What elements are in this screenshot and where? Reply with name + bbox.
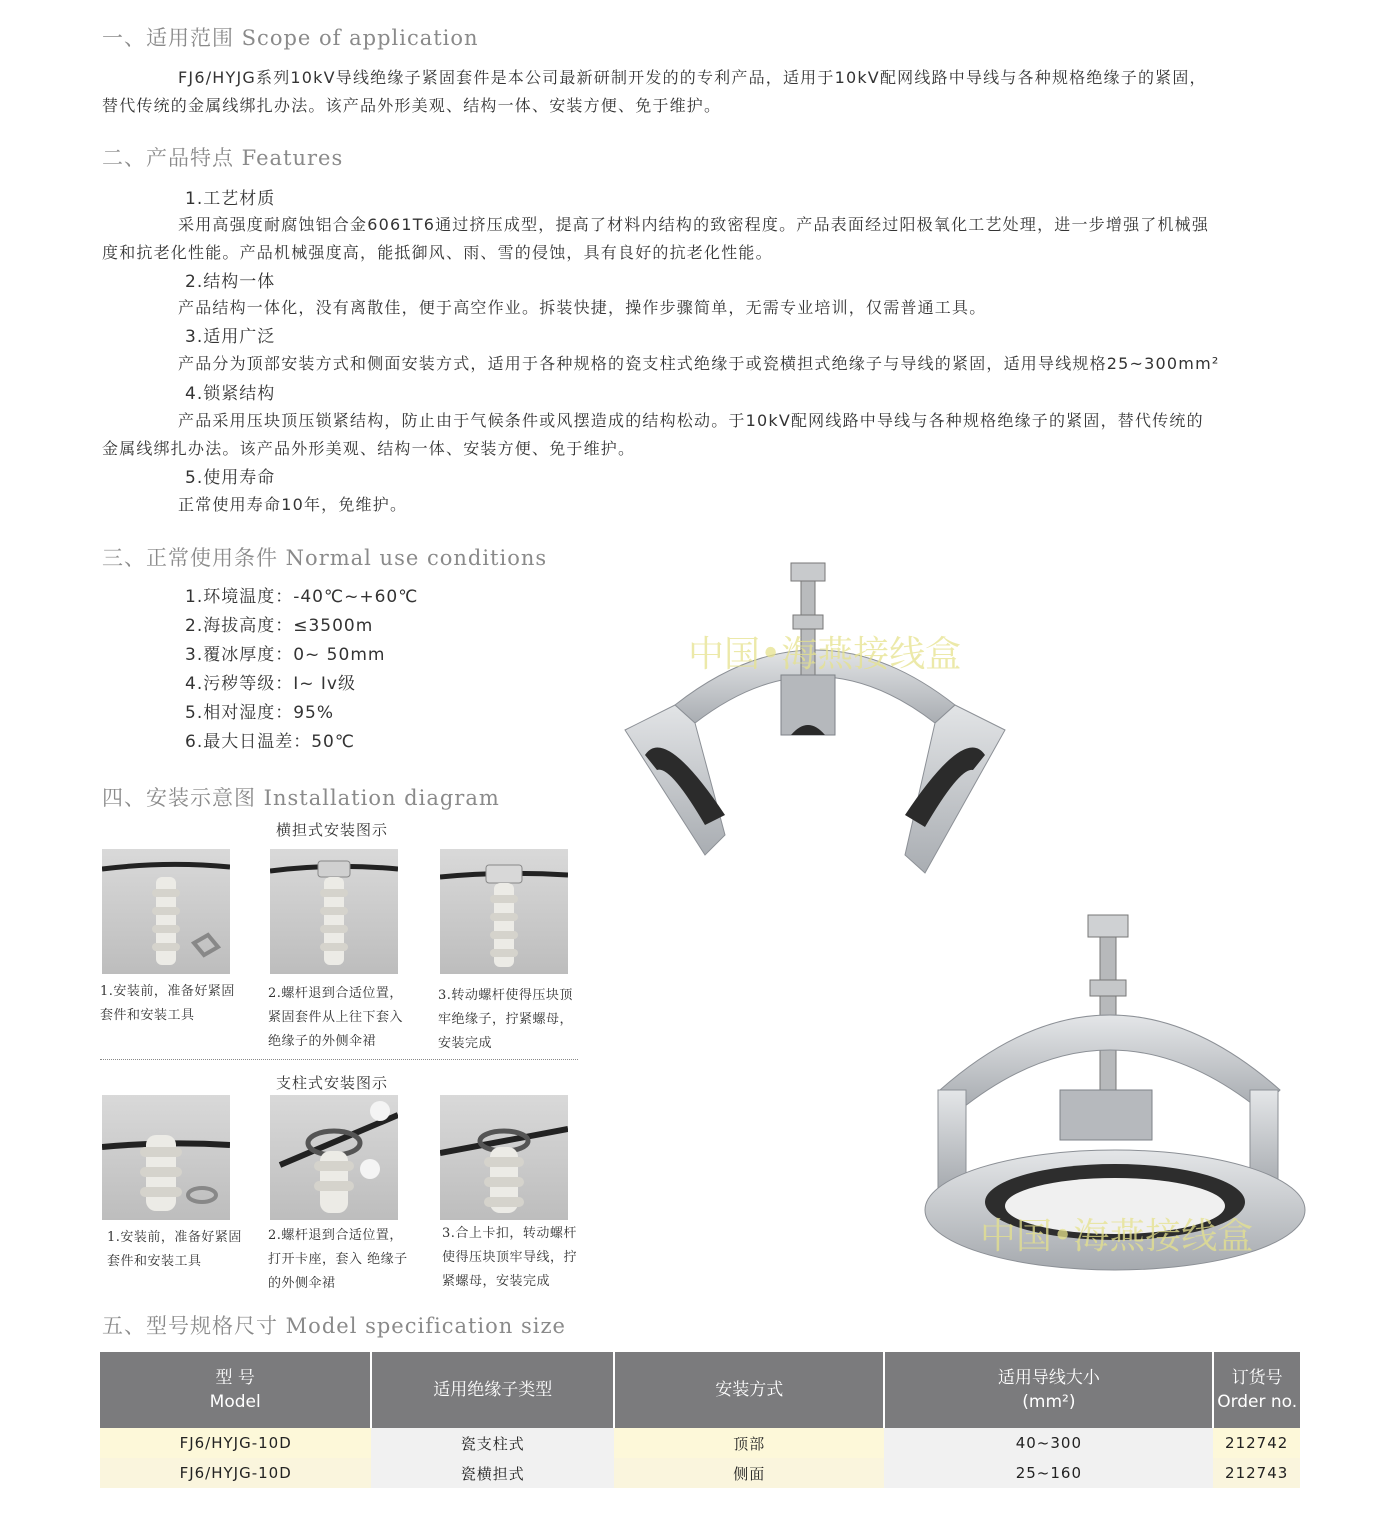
feature-4-text-line2: 金属线绑扎办法。该产品外形美观、结构一体、安装方便、免于维护。 [102,439,636,458]
post-step3-caption: 3.合上卡扣，转动螺杆 使得压块顶牢导线，拧 紧螺母，安装完成 [442,1226,578,1289]
condition-pollution-level: 4.污秽等级：I~ Iv级 [185,674,356,694]
scope-text-line2: 替代传统的金属线绑扎办法。该产品外形美观、结构一体、安装方便、免于维护。 [102,96,722,115]
header-insulator-type: 适用绝缘子类型 [371,1352,614,1428]
section-title-installation: 四、安装示意图 Installation diagram [102,786,500,810]
feature-5-text: 正常使用寿命10年，免维护。 [178,495,408,514]
feature-5-title: 5.使用寿命 [185,468,276,488]
condition-ice-thickness: 3.覆冰厚度：0~ 50mm [185,645,386,665]
cross-arm-diagram-title: 横担式安装图示 [276,821,389,839]
feature-4-text-line1: 产品采用压块顶压锁紧结构，防止由于气候条件或风摆造成的结构松动。于10kV配网线路中导线与各种规格绝缘子的紧固，替代传统的 [178,411,1204,430]
post-step1-caption: 1.安装前，准备好紧固 套件和安装工具 [107,1230,242,1269]
feature-4-title: 4.锁紧结构 [185,384,276,404]
specification-table [100,1352,1300,1488]
header-wire-size-unit: (mm²) [1022,1392,1076,1412]
condition-temperature: 1.环境温度：-40℃~+60℃ [185,587,419,607]
header-model-en: Model [209,1392,261,1412]
post-step2-photo [270,1095,398,1220]
header-order-no-cn: 订货号 [1231,1368,1283,1388]
feature-1-text-line2: 度和抗老化性能。产品机械强度高，能抵御风、雨、雪的侵蚀，具有良好的抗老化性能。 [102,243,773,262]
cross-arm-step1-caption: 1.安装前，准备好紧固 套件和安装工具 [100,984,235,1023]
condition-humidity: 5.相对湿度：95% [185,703,335,723]
cell-wire-size: 40~300 [884,1428,1213,1458]
section-title-features: 二、产品特点 Features [102,146,344,170]
cell-order-no: 212743 [1213,1458,1300,1488]
post-step1-photo [102,1095,230,1220]
table-row [100,1428,1300,1458]
section-title-conditions: 三、正常使用条件 Normal use conditions [102,546,548,570]
condition-temp-difference: 6.最大日温差：50℃ [185,732,355,752]
cell-model: FJ6/HYJG-10D [100,1458,371,1488]
header-model [100,1352,371,1428]
cell-insulator-type: 瓷支柱式 [371,1428,614,1458]
post-diagram-title: 支柱式安装图示 [276,1074,389,1092]
header-wire-size [884,1352,1213,1428]
feature-1-title: 1.工艺材质 [185,189,276,209]
divider [100,1059,578,1060]
feature-1-text-line1: 采用高强度耐腐蚀铝合金6061T6通过挤压成型，提高了材料内结构的致密程度。产品表面经过阳极氧化工艺处理，进一步增强了机械强 [178,215,1210,234]
condition-altitude: 2.海拔高度：≤3500m [185,616,374,636]
cell-model: FJ6/HYJG-10D [100,1428,371,1458]
table-header-row [100,1352,1300,1428]
header-model-cn: 型 号 [215,1368,255,1388]
cross-arm-step3-photo [440,849,568,974]
cell-insulator-type: 瓷横担式 [371,1458,614,1488]
header-wire-size-cn: 适用导线大小 [997,1368,1100,1388]
cross-arm-step3-caption: 3.转动螺杆使得压块顶 牢绝缘子，拧紧螺母， 安装完成 [438,988,574,1051]
product-photo-open-clamp [605,555,1025,915]
post-step3-photo [440,1095,568,1220]
scope-text-line1: FJ6/HYJG系列10kV导线绝缘子紧固套件是本公司最新研制开发的的专利产品，适用于10kV配网线路中导线与各种规格绝缘子的紧固， [178,68,1207,87]
feature-3-title: 3.适用广泛 [185,327,276,347]
watermark-bottom: 中国•海燕接线盒 [980,1216,1254,1257]
header-mount-method: 安装方式 [614,1352,884,1428]
feature-2-title: 2.结构一体 [185,272,276,292]
section-title-scope: 一、适用范围 Scope of application [102,26,479,50]
feature-3-text: 产品分为顶部安装方式和侧面安装方式，适用于各种规格的瓷支柱式绝缘于或瓷横担式绝缘子与导线的紧固，适用导线规格25~300mm² [178,354,1220,373]
cell-wire-size: 25~160 [884,1458,1213,1488]
header-order-no [1213,1352,1300,1428]
watermark-top: 中国•海燕接线盒 [688,634,962,675]
cross-arm-step2-photo [270,849,398,974]
cell-order-no: 212742 [1213,1428,1300,1458]
cross-arm-step1-photo [102,849,230,974]
cell-mount-method: 侧面 [614,1458,884,1488]
post-step2-caption: 2.螺杆退到合适位置， 打开卡座，套入 绝缘子 的外侧伞裙 [268,1228,408,1291]
cell-mount-method: 顶部 [614,1428,884,1458]
section-title-specification: 五、型号规格尺寸 Model specification size [102,1314,566,1338]
feature-2-text: 产品结构一体化，没有离散佳，便于高空作业。拆装快捷，操作步骤简单，无需专业培训，仅需普通工具。 [178,298,987,317]
cross-arm-step2-caption: 2.螺杆退到合适位置， 紧固套件从上往下套入 绝缘子的外侧伞裙 [268,986,404,1049]
header-order-no-en: Order no. [1217,1392,1298,1412]
table-row [100,1458,1300,1488]
